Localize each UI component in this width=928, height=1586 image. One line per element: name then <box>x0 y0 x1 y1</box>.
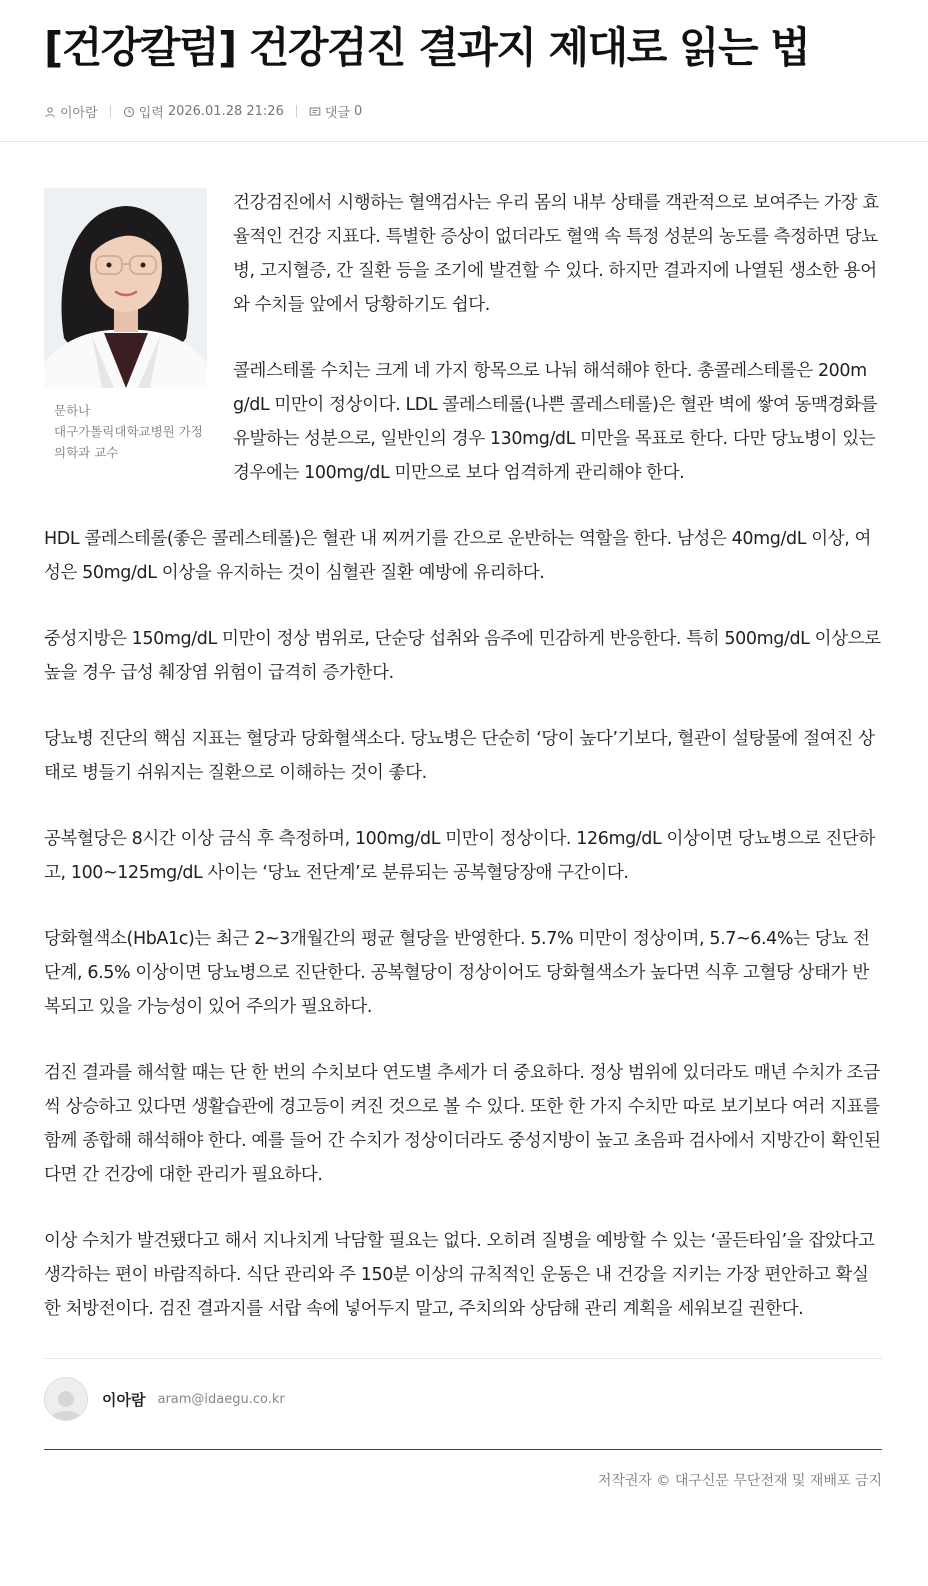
caption-name: 문하나 <box>54 403 91 418</box>
meta-published-date: 2026.01.28 21:26 <box>167 104 284 119</box>
byline-author-email[interactable]: aram@idaegu.co.kr <box>157 1391 285 1407</box>
meta-author-name: 이아람 <box>60 106 98 121</box>
article-top-block <box>44 186 882 522</box>
article-meta <box>44 102 884 121</box>
paragraph: HDL 콜레스테롤(좋은 콜레스테롤)은 혈관 내 찌꺼기를 간으로 운반하는 역할을 한다. 남성은 40mg/dL 이상, 여성은 50mg/dL 이상을 유지하는 것이 심혈관 질환 예방에 유리하다. <box>44 529 872 583</box>
meta-published <box>123 102 284 121</box>
meta-author[interactable] <box>44 102 98 121</box>
article-header <box>0 0 928 142</box>
paragraph: 검진 결과를 해석할 때는 단 한 번의 수치보다 연도별 추세가 더 중요하다. 정상 범위에 있더라도 매년 수치가 조금씩 상승하고 있다면 생활습관에 경고등이 켜진 것으로 볼 수 있다. 또한 한 가지 수치만 따로 보기보다 여러 지표를 함께 종합해 해석해야 한다. 예를 들어 간 수치가 정상이더라도 중성지방이 높고 초음파 검사에서 지방간이 확인된다면 간 건강에 대한 관리가 필요하다. <box>44 1063 881 1185</box>
article-body <box>0 142 928 1490</box>
columnist-portrait-image <box>44 188 207 388</box>
columnist-photo[interactable] <box>44 188 207 388</box>
footer-divider <box>44 1449 882 1450</box>
photo-caption <box>44 400 207 463</box>
avatar <box>44 1377 88 1421</box>
caption-title: 대구가톨릭대학교병원 가정의학과 교수 <box>54 424 203 460</box>
meta-divider <box>110 105 111 118</box>
byline-author-name[interactable]: 이아람 <box>102 1390 146 1409</box>
meta-divider <box>296 105 297 118</box>
meta-published-label: 입력 <box>138 106 164 121</box>
comment-icon <box>309 106 321 118</box>
avatar-placeholder-icon <box>48 1388 84 1420</box>
paragraph: 당화혈색소(HbA1c)는 최근 2~3개월간의 평균 혈당을 반영한다. 5.7% 미만이 정상이며, 5.7~6.4%는 당뇨 전단계, 6.5% 이상이면 당뇨병으로 진단한다. 공복혈당이 정상이어도 당화혈색소가 높다면 식후 고혈당 상태가 반복되고 있을 가능성이 있어 주의가 필요하다. <box>44 929 870 1017</box>
paragraph: 이상 수치가 발견됐다고 해서 지나치게 낙담할 필요는 없다. 오히려 질병을 예방할 수 있는 ‘골든타임’을 잡았다고 생각하는 편이 바람직하다. 식단 관리와 주 150분 이상의 규칙적인 운동은 내 건강을 지키는 가장 편안하고 확실한 처방전이다. 검진 결과지를 서랍 속에 넣어두지 말고, 주치의와 상담해 관리 계획을 세워보길 권한다. <box>44 1231 875 1319</box>
meta-comments-count: 0 <box>353 104 363 119</box>
meta-comments-label: 댓글 <box>324 106 350 121</box>
paragraph: 공복혈당은 8시간 이상 금식 후 측정하며, 100mg/dL 미만이 정상이다. 126mg/dL 이상이면 당뇨병으로 진단하고, 100~125mg/dL 사이는 ‘당뇨 전단계’로 분류되는 공복혈당장애 구간이다. <box>44 829 875 883</box>
paragraph: 당뇨병 진단의 핵심 지표는 혈당과 당화혈색소다. 당뇨병은 단순히 ‘당이 높다’기보다, 혈관이 설탕물에 절여진 상태로 병들기 쉬워지는 질환으로 이해하는 것이 좋다. <box>44 729 875 783</box>
meta-comments[interactable] <box>309 102 362 121</box>
paragraph: 콜레스테롤 수치는 크게 네 가지 항목으로 나눠 해석해야 한다. 총콜레스테롤은 200mg/dL 미만이 정상이다. LDL 콜레스테롤(나쁜 콜레스테롤)은 혈관 벽에 쌓여 동맥경화를 유발하는 성분으로, 일반인의 경우 130mg/dL 미만을 목표로 한다. 다만 당뇨병이 있는 경우에는 100mg/dL 미만으로 보다 엄격하게 관리해야 한다. <box>233 361 878 483</box>
copyright-notice: 저작권자 © 대구신문 무단전재 및 재배포 금지 <box>597 1473 882 1489</box>
article-title: [건강칼럼] 건강검진 결과지 제대로 읽는 법 <box>44 23 810 72</box>
paragraph: 중성지방은 150mg/dL 미만이 정상 범위로, 단순당 섭취와 음주에 민감하게 반응한다. 특히 500mg/dL 이상으로 높을 경우 급성 췌장염 위험이 급격히 증가한다. <box>44 629 881 683</box>
clock-icon <box>123 106 135 118</box>
person-icon <box>44 106 56 118</box>
columnist-photo-figure <box>44 188 207 463</box>
paragraph: 건강검진에서 시행하는 혈액검사는 우리 몸의 내부 상태를 객관적으로 보여주는 가장 효율적인 건강 지표다. 특별한 증상이 없더라도 혈액 속 특정 성분의 농도를 측정하면 당뇨병, 고지혈증, 간 질환 등을 조기에 발견할 수 있다. 하지만 결과지에 나열된 생소한 용어와 수치들 앞에서 당황하기도 쉽다. <box>233 193 879 315</box>
author-byline <box>44 1358 882 1421</box>
